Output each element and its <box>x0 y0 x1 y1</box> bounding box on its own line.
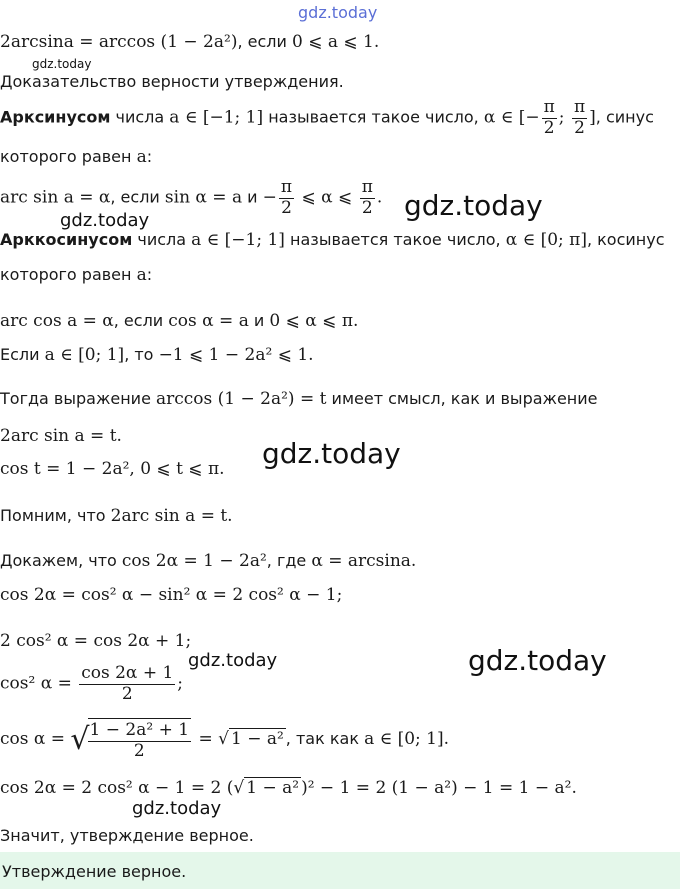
section-heading: Доказательство верности утверждения. <box>0 72 344 91</box>
equation-cos-t: cos t = 1 − 2a², 0 ⩽ t ⩽ π. <box>0 459 225 479</box>
equation-3: cos² α = $\frac{\cos 2\alpha + 1}{2}$ ; <box>0 663 184 704</box>
fraction-cos2a-plus-1-over-2: $\frac{\cos 2\alpha + 1}{2}$ <box>81 663 174 704</box>
fraction-pi-over-2: $\frac{\pi}{2}$ <box>543 97 555 138</box>
equation-2: 2 cos² α = cos 2α + 1; <box>0 631 192 651</box>
fraction-pi-over-2: $\frac{\pi}{2}$ <box>573 97 586 138</box>
answer-box <box>0 852 680 889</box>
square-root: √ 1 − a² <box>218 729 284 750</box>
conclusion: Значит, утверждение верное. <box>0 826 254 845</box>
problem-statement <box>0 32 379 52</box>
equation-5: cos 2α = 2 cos² α − 1 = 2 (√ 1 − a² )² − 1 = 2 (1 − a²) − 1 = 1 − a². <box>0 778 577 798</box>
term-arccos: Арккосинусом <box>0 230 133 249</box>
problem-cond-word: , если <box>237 32 292 51</box>
arcsin-definition: Арксинусом числа a ∈ [−1; 1] называется такое число, α ∈ [− $\frac{\pi}{2}$ ; $\frac{\pi}{2}$ ], синус <box>0 97 654 138</box>
arccos-equation: arc cos a = α, если cos α = a и 0 ⩽ α ⩽ π. <box>0 311 359 331</box>
fraction-pi-over-2: $\frac{\pi}{2}$ <box>361 177 373 218</box>
arcsin-definition-cont: которого равен a: <box>0 147 153 167</box>
watermark: gdz.today <box>404 189 543 222</box>
problem-cond: 0 ⩽ a ⩽ 1. <box>292 32 380 52</box>
equation-4: cos α = √ $\frac{\text{1 − 2a² + 1}}{2}$ = √ 1 − a² , так как a ∈ [0; 1]. <box>0 720 450 761</box>
watermark: gdz.today <box>262 437 401 470</box>
if-line: Если a ∈ [0; 1], то −1 ⩽ 1 − 2a² ⩽ 1. <box>0 345 314 365</box>
arcsin-equation: arc sin a = α, если sin α = a и − $\frac{\pi}{2}$ ⩽ α ⩽ $\frac{\pi}{2}$ . <box>0 177 383 218</box>
square-root: √ 1 − a² <box>233 778 300 798</box>
answer-text: Утверждение верное. <box>2 862 187 881</box>
prove-line: Докажем, что cos 2α = 1 − 2a², где α = arcsina. <box>0 551 417 571</box>
watermark: gdz.today <box>60 210 150 231</box>
equation-1: cos 2α = cos² α − sin² α = 2 cos² α − 1; <box>0 585 343 605</box>
square-root: √ $\frac{\text{1 − 2a² + 1}}{2}$ <box>70 720 190 761</box>
watermark: gdz.today <box>32 57 92 71</box>
term-arcsin: Арксинусом <box>0 107 111 127</box>
fraction-pi-over-2: $\frac{\pi}{2}$ <box>280 177 293 218</box>
arccos-definition: Арккосинусом числа a ∈ [−1; 1] называется такое число, α ∈ [0; π], косинус <box>0 230 665 250</box>
watermark: gdz.today <box>468 644 607 677</box>
watermark: gdz.today <box>132 798 222 819</box>
watermark: gdz.today <box>188 650 278 671</box>
equation-2arcsin: 2arc sin a = t. <box>0 426 122 446</box>
remember-line: Помним, что 2arc sin a = t. <box>0 506 233 526</box>
arccos-definition-cont: которого равен a: <box>0 265 153 285</box>
problem-lhs: 2arcsina = arccos (1 − 2a²) <box>0 32 238 52</box>
then-line: Тогда выражение arccos (1 − 2a²) = t имеет смысл, как и выражение <box>0 389 598 409</box>
watermark: gdz.today <box>298 3 378 22</box>
